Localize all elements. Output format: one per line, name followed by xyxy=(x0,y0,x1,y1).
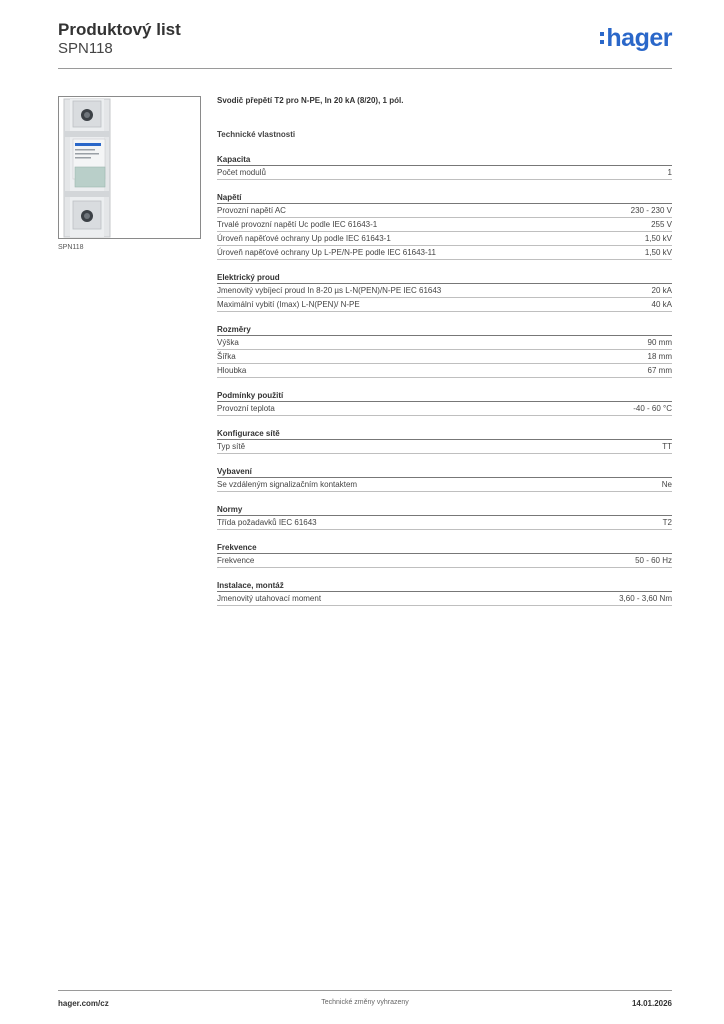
spec-row xyxy=(217,232,672,246)
spec-label: Třída požadavků IEC 61643 xyxy=(217,518,317,527)
spec-row xyxy=(217,516,672,530)
logo-text: hager xyxy=(606,24,672,52)
section-label: Technické vlastnosti xyxy=(217,130,296,139)
spec-group xyxy=(217,466,672,492)
spec-value: -40 - 60 °C xyxy=(633,404,672,413)
hager-logo xyxy=(600,25,672,51)
spec-value: 1 xyxy=(667,168,672,177)
product-description: Svodič přepětí T2 pro N-PE, In 20 kA (8/20), 1 pól. xyxy=(217,96,404,105)
spec-row xyxy=(217,440,672,454)
spec-row xyxy=(217,166,672,180)
spec-group-title: Kapacita xyxy=(217,154,672,166)
spec-row xyxy=(217,246,672,260)
page-header xyxy=(58,20,672,69)
spec-group-title: Frekvence xyxy=(217,542,672,554)
spec-value: TT xyxy=(662,442,672,451)
spec-row xyxy=(217,284,672,298)
spec-row xyxy=(217,204,672,218)
spec-label: Provozní napětí AC xyxy=(217,206,286,215)
spec-group-title: Podmínky použití xyxy=(217,390,672,402)
spec-group-title: Vybavení xyxy=(217,466,672,478)
spec-group xyxy=(217,324,672,378)
spec-label: Maximální vybití (Imax) L-N(PEN)/ N-PE xyxy=(217,300,360,309)
spec-value: 1,50 kV xyxy=(644,248,672,257)
product-image xyxy=(58,96,201,239)
footer-website[interactable]: hager.com/cz xyxy=(58,999,109,1008)
spec-group-title: Normy xyxy=(217,504,672,516)
spec-group xyxy=(217,192,672,260)
spec-group xyxy=(217,428,672,454)
spec-label: Jmenovitý utahovací moment xyxy=(217,594,322,603)
spec-label: Provozní teplota xyxy=(217,404,275,413)
product-specifications xyxy=(217,96,672,606)
spec-label: Jmenovitý vybíjecí proud In 8-20 µs L-N(PEN)/N-PE IEC 61643 xyxy=(217,286,442,295)
spec-group xyxy=(217,542,672,568)
product-code: SPN118 xyxy=(58,40,113,57)
spec-row xyxy=(217,478,672,492)
spec-row xyxy=(217,402,672,416)
spec-row xyxy=(217,298,672,312)
spec-label: Frekvence xyxy=(217,556,255,565)
spec-row xyxy=(217,554,672,568)
page-footer xyxy=(58,990,672,1010)
spec-group xyxy=(217,504,672,530)
spec-group-title: Konfigurace sítě xyxy=(217,428,672,440)
spec-value: Ne xyxy=(661,480,672,489)
spec-groups xyxy=(217,154,672,606)
spec-label: Úroveň napěťové ochrany Up L-PE/N-PE podle IEC 61643-11 xyxy=(217,248,436,257)
page-title: Produktový list xyxy=(58,20,181,39)
spec-label: Šířka xyxy=(217,352,236,361)
spec-row xyxy=(217,350,672,364)
spec-label: Se vzdáleným signalizačním kontaktem xyxy=(217,480,358,489)
spec-group-title: Instalace, montáž xyxy=(217,580,672,592)
spec-value: 230 - 230 V xyxy=(630,206,672,215)
footer-date: 14.01.2026 xyxy=(631,999,672,1008)
spec-label: Počet modulů xyxy=(217,168,266,177)
spec-group-title: Rozměry xyxy=(217,324,672,336)
image-caption: SPN118 xyxy=(58,244,84,251)
spec-label: Trvalé provozní napětí Uc podle IEC 61643-1 xyxy=(217,220,378,229)
spec-label: Úroveň napěťové ochrany Up podle IEC 61643-1 xyxy=(217,234,391,243)
logo-colon-icon xyxy=(600,28,604,48)
spec-group xyxy=(217,390,672,416)
spec-group xyxy=(217,580,672,606)
spec-value: 40 kA xyxy=(651,300,672,309)
spec-value: 18 mm xyxy=(647,352,672,361)
spec-value: 50 - 60 Hz xyxy=(635,556,672,565)
spec-row xyxy=(217,218,672,232)
footer-note: Technické změny vyhrazeny xyxy=(321,999,409,1006)
spec-value: 90 mm xyxy=(647,338,672,347)
spec-value: 20 kA xyxy=(651,286,672,295)
spec-label: Hloubka xyxy=(217,366,247,375)
spec-value: 1,50 kV xyxy=(644,234,672,243)
spec-row xyxy=(217,336,672,350)
spec-label: Typ sítě xyxy=(217,442,246,451)
spec-group xyxy=(217,272,672,312)
spec-value: 255 V xyxy=(651,220,672,229)
spec-group-title: Napětí xyxy=(217,192,672,204)
spec-group xyxy=(217,154,672,180)
spec-value: T2 xyxy=(662,518,672,527)
spec-value: 67 mm xyxy=(647,366,672,375)
spec-row xyxy=(217,592,672,606)
spec-group-title: Elektrický proud xyxy=(217,272,672,284)
surge-arrester-icon xyxy=(59,97,200,238)
spec-value: 3,60 - 3,60 Nm xyxy=(619,594,672,603)
spec-row xyxy=(217,364,672,378)
spec-label: Výška xyxy=(217,338,239,347)
